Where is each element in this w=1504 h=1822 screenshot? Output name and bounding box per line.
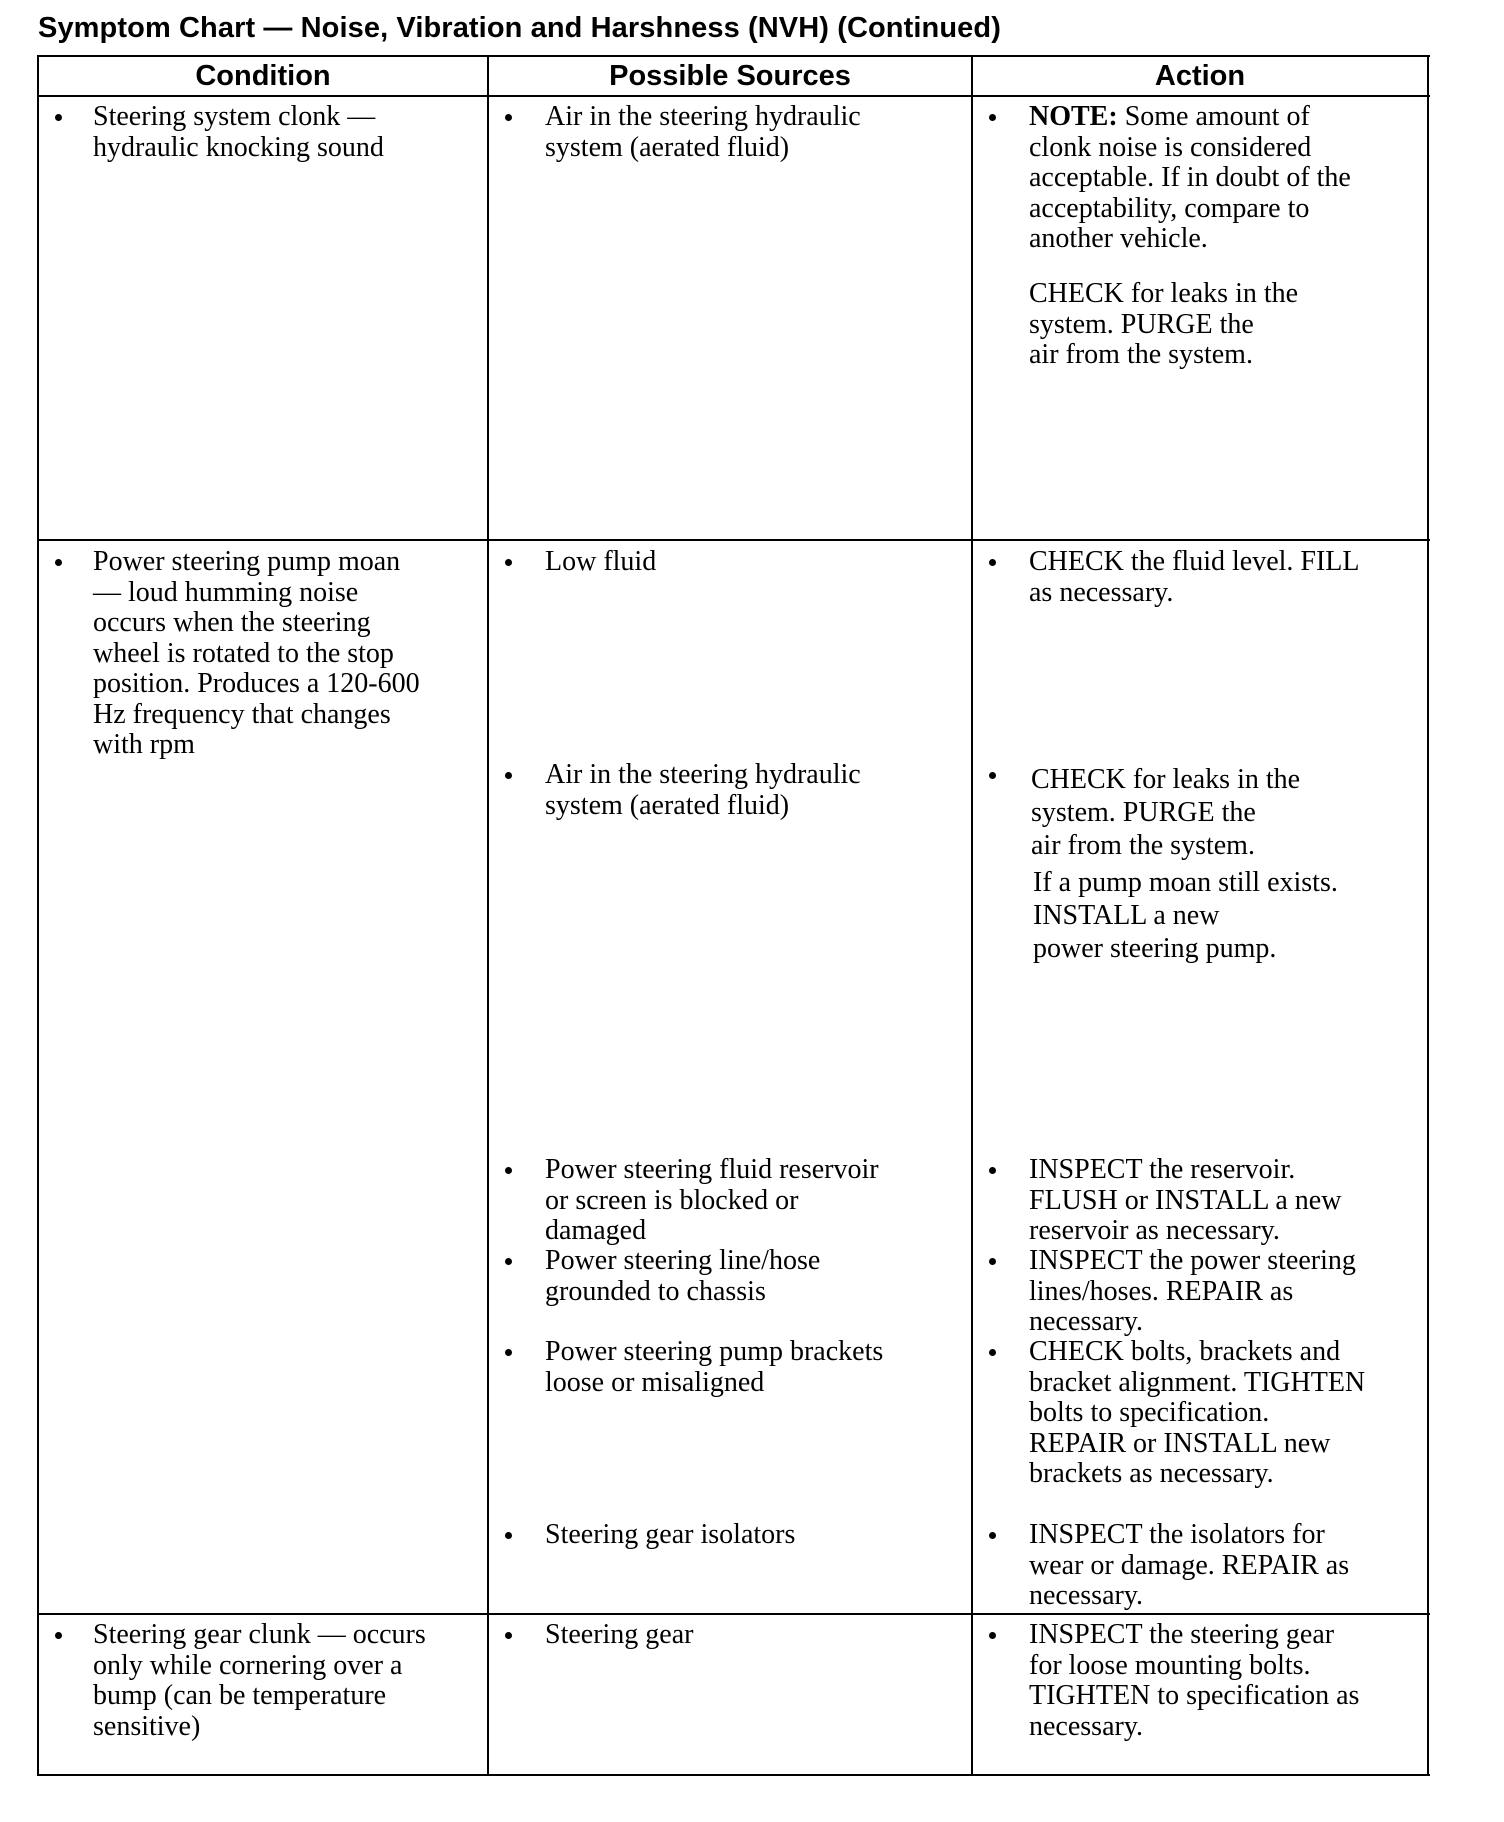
bullet-icon (986, 114, 1000, 128)
table-border-right (1427, 55, 1429, 1776)
condition-text: Power steering pump moan — loud humming noise occurs when the steering wheel is rotated to the stop position. Produces a 120-600 Hz frequency that changes with rpm (93, 546, 420, 760)
note-text: Some amount of clonk noise is considered acceptable. If in doubt of the acceptability, compare to another vehicle. (1029, 101, 1351, 254)
action-text: If a pump moan still exists. INSTALL a new power steering pump. (1033, 867, 1338, 964)
action-text: CHECK bolts, brackets and bracket alignment. TIGHTEN bolts to specification. REPAIR or INSTALL new brackets as necessary. (1029, 1336, 1366, 1489)
condition-text: Steering gear clunk — occurs only while cornering over a bump (can be temperature sensitive) (93, 1619, 426, 1742)
bullet-icon (986, 1349, 1000, 1363)
column-header-possible-sources: Possible Sources (609, 60, 851, 92)
action-text: CHECK for leaks in the system. PURGE the air from the system. (1031, 764, 1301, 861)
condition-text: Steering system clonk — hydraulic knocking sound (93, 101, 384, 163)
action-text: CHECK for leaks in the system. PURGE the air from the system. (1029, 278, 1299, 370)
column-divider (971, 55, 973, 1776)
source-text: Steering gear isolators (545, 1519, 796, 1550)
source-text: Air in the steering hydraulic system (aerated fluid) (545, 101, 861, 163)
bullet-icon (52, 559, 66, 573)
bullet-icon (986, 1632, 1000, 1646)
header-divider (38, 95, 1430, 97)
action-text: INSPECT the isolators for wear or damage. REPAIR as necessary. (1029, 1519, 1350, 1611)
bullet-icon (502, 1258, 516, 1272)
bullet-icon (502, 1167, 516, 1181)
source-text: Air in the steering hydraulic system (aerated fluid) (545, 759, 861, 821)
source-text: Power steering pump brackets loose or misaligned (545, 1336, 884, 1398)
table-border-bottom (38, 1774, 1430, 1776)
bullet-icon (986, 1532, 1000, 1546)
bullet-icon (986, 559, 1000, 573)
page-title: Symptom Chart — Noise, Vibration and Harshness (NVH) (Continued) (38, 12, 1001, 44)
column-header-action: Action (1154, 60, 1246, 92)
source-text: Power steering line/hose grounded to chassis (545, 1245, 821, 1307)
bullet-icon (502, 559, 516, 573)
bullet-icon (52, 114, 66, 128)
bullet-icon (502, 114, 516, 128)
bullet-icon (986, 1167, 1000, 1181)
column-divider (487, 55, 489, 1776)
action-text: INSPECT the steering gear for loose mounting bolts. TIGHTEN to specification as necessary. (1029, 1619, 1360, 1742)
source-text: Power steering fluid reservoir or screen is blocked or damaged (545, 1154, 879, 1246)
action-text: CHECK the fluid level. FILL as necessary. (1029, 546, 1360, 608)
note-label: NOTE: (1029, 101, 1118, 132)
row-divider (38, 1613, 1430, 1615)
action-text: INSPECT the power steering lines/hoses. REPAIR as necessary. (1029, 1245, 1356, 1337)
bullet-icon (502, 772, 516, 786)
bullet-icon (502, 1632, 516, 1646)
action-note (1029, 102, 1424, 255)
row-divider (38, 539, 1430, 541)
action-text: INSPECT the reservoir. FLUSH or INSTALL a new reservoir as necessary. (1029, 1154, 1342, 1246)
table-border-top (38, 55, 1430, 57)
bullet-icon (986, 1258, 1000, 1272)
column-header-condition: Condition (195, 60, 331, 92)
source-text: Steering gear (545, 1619, 694, 1650)
bullet-icon (986, 772, 1000, 786)
bullet-icon (502, 1349, 516, 1363)
source-text: Low fluid (545, 546, 657, 577)
bullet-icon (502, 1532, 516, 1546)
bullet-icon (52, 1632, 66, 1646)
table-border-left (37, 55, 39, 1776)
